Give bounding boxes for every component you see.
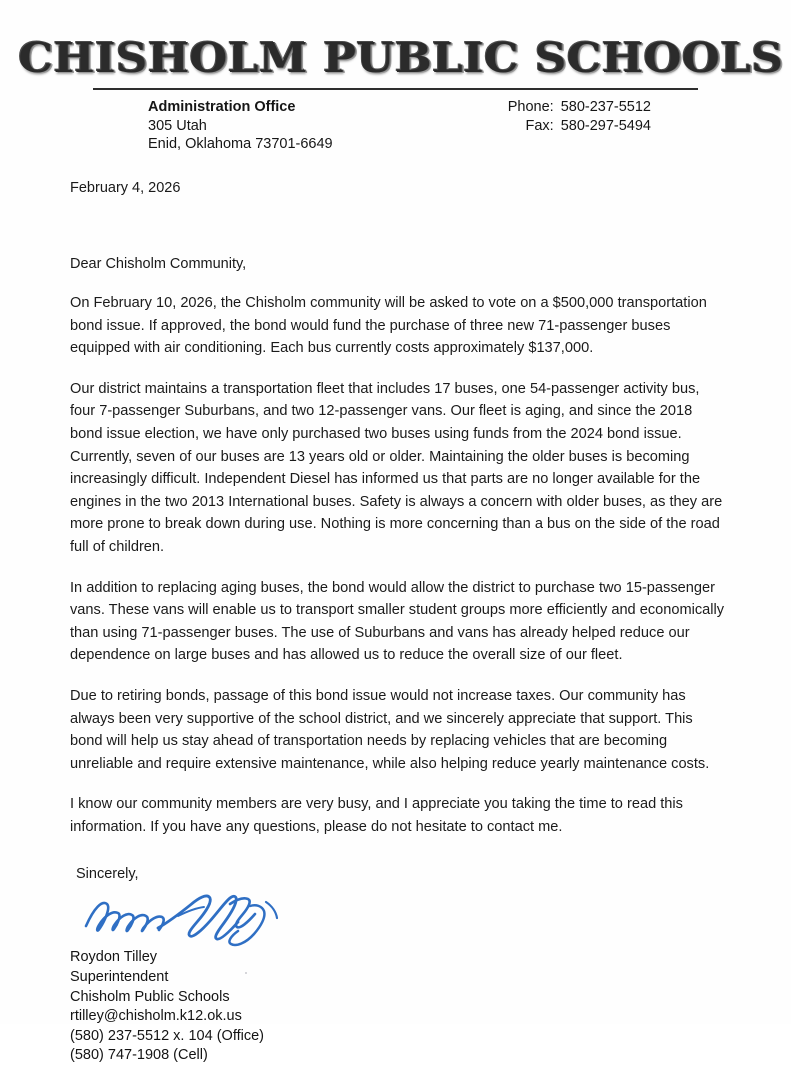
signer-office-phone: (580) 237-5512 x. 104 (Office) (70, 1027, 264, 1044)
signer-email: rtilley@chisholm.k12.ok.us (70, 1008, 242, 1025)
letter-date: February 4, 2026 (70, 180, 181, 196)
signature-block (70, 948, 725, 1066)
letter-closing: Sincerely, (76, 866, 139, 883)
body-paragraph: On February 10, 2026, the Chisholm community will be asked to vote on a $500,000 transportation bond issue. If approved, the bond would fund the purchase of three new 71-passenger buses equipped with air conditioning. Each bus currently costs approximately $137,000. (70, 295, 707, 357)
signer-name: Roydon Tilley (70, 949, 158, 966)
address-block (148, 98, 333, 154)
fax-number: 580-297-5494 (560, 117, 651, 134)
signature-ink-icon (80, 886, 290, 948)
body-paragraph: Our district maintains a transportation fleet that includes 17 buses, one 54-passenger activity bus, four 7-passenger Suburbans, and two 12-passenger vans. Our fleet is aging, and since the 2018 bond issue election, we have only purchased two buses using funds from the 2024 bond issue. Currently, seven of our buses are 13 years old or older. Maintaining the older buses is becoming increasingly difficult. Independent Diesel has informed us that parts are no longer available for the engines in the two 2013 International buses. Safety is always a concern with older buses, as they are more prone to break down during use. Nothing is more concerning than a bus on the side of the road full of children. (70, 380, 723, 555)
signer-title: Superintendent (70, 969, 169, 986)
scan-artifact-speck (245, 972, 247, 974)
fax-row (496, 117, 651, 136)
body-paragraph: I know our community members are very busy, and I appreciate you taking the time to read this information. If you have any questions, please do not hesitate to contact me. (70, 796, 683, 835)
letter-salutation: Dear Chisholm Community, (70, 256, 247, 272)
body-paragraph: In addition to replacing aging buses, the bond would allow the district to purchase two 15-passenger vans. These vans will enable us to transport smaller student groups more efficiently and economically than using 71-passenger buses. The use of Suburbans and vans has already helped reduce our dependence on large buses and has allowed us to reduce the overall size of our fleet. (70, 579, 725, 664)
body-paragraph: Due to retiring bonds, passage of this bond issue would not increase taxes. Our community has always been very supportive of the school district, and we sincerely appreciate that support. This bond will help us stay ahead of transportation needs by replacing vehicles that are becoming unreliable and require extensive maintenance, while also helping reduce yearly maintenance costs. (70, 687, 710, 772)
signer-organization: Chisholm Public Schools (70, 988, 230, 1005)
office-label: Administration Office (148, 99, 296, 115)
handwritten-signature (70, 886, 725, 948)
city-state-zip: Enid, Oklahoma 73701-6649 (148, 136, 333, 152)
district-logo (0, 34, 791, 90)
signer-cell-phone: (580) 747-1908 (Cell) (70, 1047, 208, 1064)
street-address: 305 Utah (148, 117, 207, 134)
fax-label: Fax: (525, 117, 554, 134)
phone-row (496, 98, 651, 117)
district-name-title: CHISHOLM PUBLIC SCHOOLS (18, 34, 784, 82)
letterhead (0, 34, 791, 160)
phone-block (496, 98, 651, 135)
phone-number: 580-237-5512 (560, 99, 651, 115)
letter-body (70, 178, 725, 1066)
letterhead-contact-row (0, 98, 791, 160)
letterhead-divider (93, 88, 698, 90)
phone-label: Phone: (507, 99, 554, 115)
